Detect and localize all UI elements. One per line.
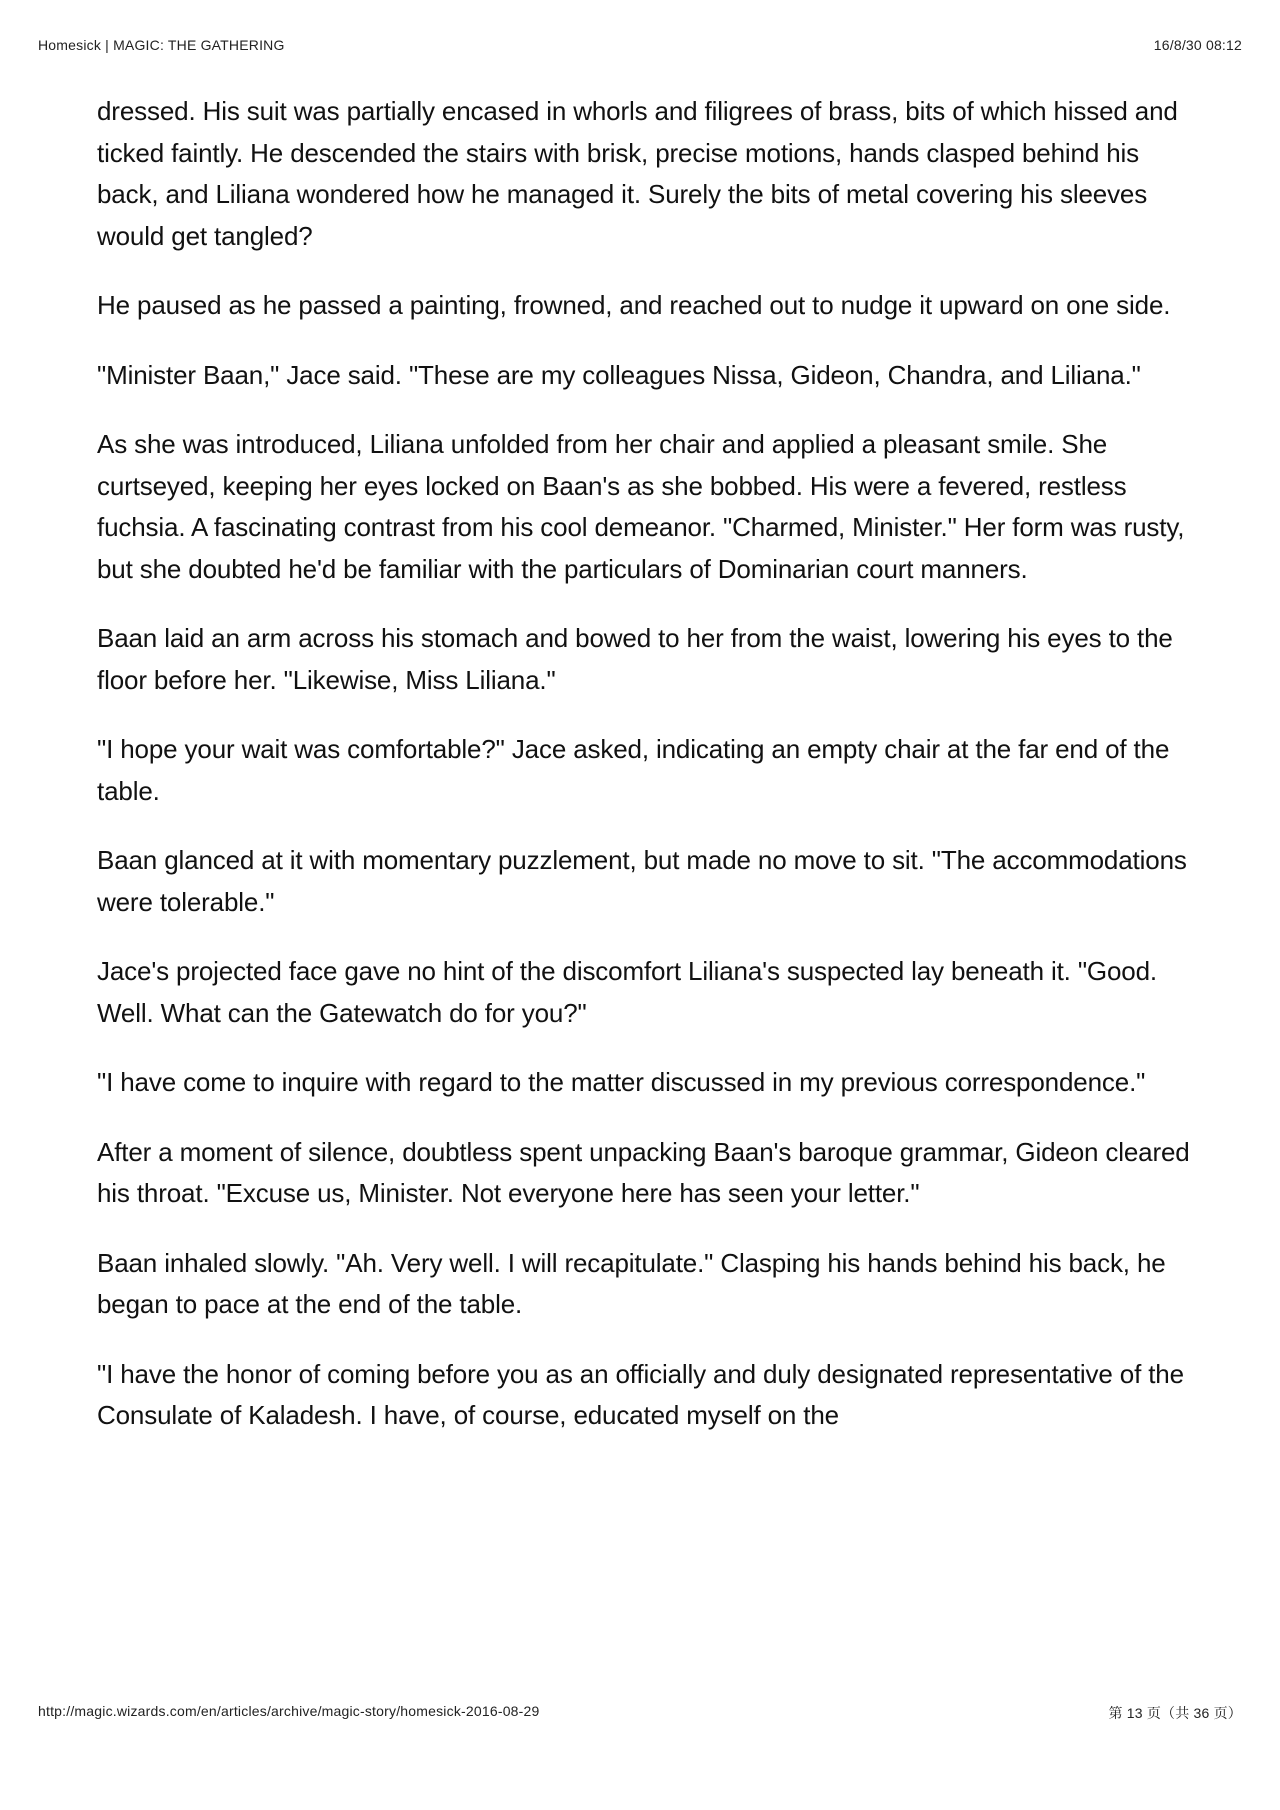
paragraph: "I hope your wait was comfortable?" Jace asked, indicating an empty chair at the far end of the table.: [97, 734, 1170, 806]
page-title: Homesick | MAGIC: THE GATHERING: [38, 37, 285, 53]
print-footer: [38, 1703, 1242, 1723]
paragraph: "Minister Baan," Jace said. "These are my colleagues Nissa, Gideon, Chandra, and Liliana.": [97, 359, 1141, 390]
source-url: http://magic.wizards.com/en/articles/archive/magic-story/homesick-2016-08-29: [38, 1703, 540, 1719]
paragraph: dressed. His suit was partially encased in whorls and filigrees of brass, bits of which hissed and ticked faintly. He descended the stairs with brisk, precise motions, hands clasped behind his back, and Liliana wondered how he managed it. Surely the bits of metal covering his sleeves would get tangled?: [97, 96, 1178, 251]
paragraph: "I have come to inquire with regard to the matter discussed in my previous correspondence.": [97, 1067, 1146, 1097]
paragraph: As she was introduced, Liliana unfolded from her chair and applied a pleasant smile. She curtseyed, keeping her eyes locked on Baan's as she bobbed. His were a fevered, restless fuchsia. A fascinating contrast from his cool demeanor. "Charmed, Minister." Her form was rusty, but she doubted he'd be familiar with the particulars of Dominarian court manners.: [97, 429, 1185, 584]
paragraph: Baan laid an arm across his stomach and bowed to her from the waist, lowering his eyes to the floor before her. "Likewise, Miss Liliana.": [97, 623, 1173, 695]
paragraph: After a moment of silence, doubtless spent unpacking Baan's baroque grammar, Gideon cleared his throat. "Excuse us, Minister. Not everyone here has seen your letter.": [97, 1136, 1190, 1208]
paragraph: "I have the honor of coming before you as an officially and duly designated representative of the Consulate of Kaladesh. I have, of course, educated myself on the: [97, 1358, 1184, 1430]
paragraph: He paused as he passed a painting, frowned, and reached out to nudge it upward on one side.: [97, 290, 1171, 320]
page-indicator: 第 13 页（共 36 页）: [1108, 1705, 1242, 1721]
paragraph: Baan inhaled slowly. "Ah. Very well. I will recapitulate." Clasping his hands behind his back, he began to pace at the end of the table.: [97, 1247, 1166, 1319]
article-body: [97, 91, 1192, 1465]
print-timestamp: 16/8/30 08:12: [1153, 37, 1242, 53]
paragraph: Jace's projected face gave no hint of the discomfort Liliana's suspected lay beneath it. "Good. Well. What can the Gatewatch do for you?": [97, 956, 1157, 1028]
paragraph: Baan glanced at it with momentary puzzlement, but made no move to sit. "The accommodations were tolerable.": [97, 845, 1187, 917]
print-header: [38, 37, 1242, 53]
